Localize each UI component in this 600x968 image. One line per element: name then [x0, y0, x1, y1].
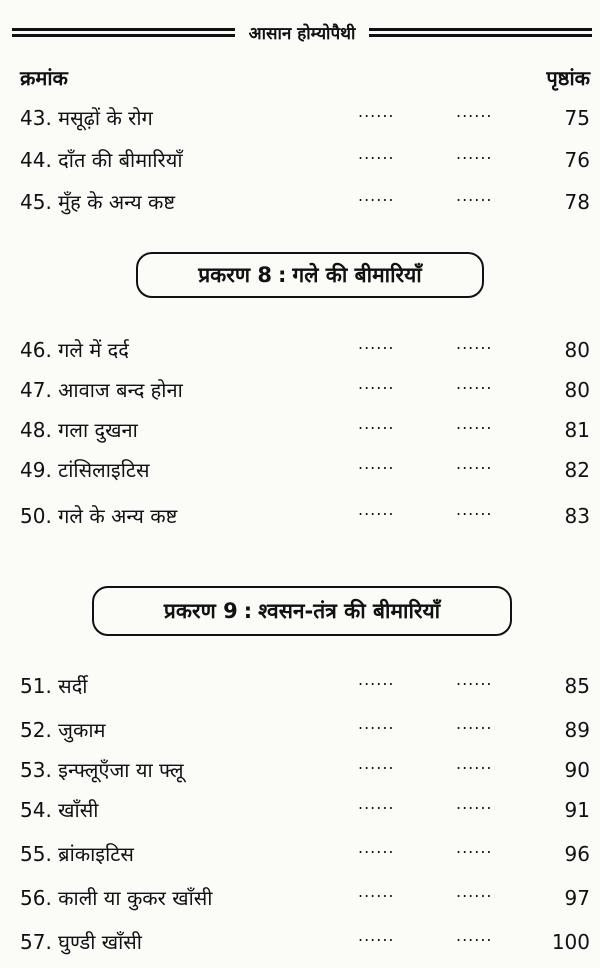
leader-dots: ...... — [456, 144, 493, 163]
toc-entry — [20, 98, 592, 138]
entry-title: 56. काली या कुकर खाँसी — [20, 886, 213, 910]
entry-page: 90 — [564, 758, 590, 782]
leader-dots: ...... — [456, 926, 493, 945]
toc-entry — [20, 790, 592, 830]
leader-dots: ...... — [456, 374, 493, 393]
entry-page: 100 — [551, 930, 590, 954]
leader-dots: ...... — [358, 838, 395, 857]
leader-dots: ...... — [456, 882, 493, 901]
chapter-title: श्वसन-तंत्र की बीमारियाँ — [258, 599, 441, 623]
entry-page: 80 — [564, 378, 590, 402]
book-title: आसान होम्योपैथी — [248, 23, 356, 44]
entry-page: 89 — [564, 718, 590, 742]
leader-dots: ...... — [456, 714, 493, 733]
serial-column-heading: क्रमांक — [20, 66, 68, 90]
entry-title: 52. जुकाम — [20, 718, 106, 742]
leader-dots: ...... — [358, 144, 395, 163]
leader-dots: ...... — [456, 838, 493, 857]
entry-title: 50. गले के अन्य कष्ट — [20, 504, 178, 528]
leader-dots: ...... — [456, 186, 493, 205]
leader-dots: ...... — [456, 754, 493, 773]
entry-page: 78 — [564, 190, 590, 214]
entry-title: 57. घुण्डी खाँसी — [20, 930, 142, 954]
toc-entry — [20, 370, 592, 410]
toc-entry — [20, 410, 592, 450]
entry-page: 91 — [564, 798, 590, 822]
chapter-label: प्रकरण 9 — [163, 599, 238, 623]
header-rule-right — [369, 28, 592, 37]
entry-title: 48. गला दुखना — [20, 418, 138, 442]
chapter-separator: : — [278, 263, 287, 287]
leader-dots: ...... — [456, 670, 493, 689]
entry-page: 81 — [564, 418, 590, 442]
entry-page: 82 — [564, 458, 590, 482]
toc-entry — [20, 450, 592, 490]
leader-dots: ...... — [358, 754, 395, 773]
chapter-9-heading — [92, 586, 512, 636]
page-column-heading: पृष्ठांक — [546, 66, 590, 90]
chapter-8-heading — [136, 252, 484, 298]
toc-entry — [20, 710, 592, 750]
leader-dots: ...... — [358, 882, 395, 901]
leader-dots: ...... — [358, 334, 395, 353]
entry-title: 54. खाँसी — [20, 798, 99, 822]
leader-dots: ...... — [358, 794, 395, 813]
entry-title: 55. ब्रांकाइटिस — [20, 842, 134, 866]
leader-dots: ...... — [456, 414, 493, 433]
entry-page: 97 — [564, 886, 590, 910]
leader-dots: ...... — [358, 670, 395, 689]
leader-dots: ...... — [456, 334, 493, 353]
toc-entry — [20, 922, 592, 962]
toc-entry — [20, 182, 592, 222]
entry-page: 76 — [564, 148, 590, 172]
entry-page: 96 — [564, 842, 590, 866]
leader-dots: ...... — [358, 500, 395, 519]
running-header — [12, 12, 592, 52]
chapter-separator: : — [243, 599, 253, 623]
leader-dots: ...... — [456, 454, 493, 473]
toc-entry — [20, 330, 592, 370]
leader-dots: ...... — [456, 102, 493, 121]
entry-title: 53. इन्फ्लूएँजा या फ्लू — [20, 758, 184, 782]
toc-entry — [20, 750, 592, 790]
toc-entry — [20, 496, 592, 536]
entry-title: 49. टांसिलाइटिस — [20, 458, 150, 482]
leader-dots: ...... — [456, 500, 493, 519]
leader-dots: ...... — [358, 102, 395, 121]
leader-dots: ...... — [358, 926, 395, 945]
chapter-title: गले की बीमारियाँ — [292, 263, 422, 287]
entry-page: 80 — [564, 338, 590, 362]
leader-dots: ...... — [456, 794, 493, 813]
toc-entry — [20, 878, 592, 918]
toc-entry — [20, 834, 592, 874]
entry-title: 45. मुँह के अन्य कष्ट — [20, 190, 176, 214]
toc-entry — [20, 140, 592, 180]
entry-title: 46. गले में दर्द — [20, 338, 129, 362]
leader-dots: ...... — [358, 414, 395, 433]
toc-entry — [20, 666, 592, 706]
leader-dots: ...... — [358, 186, 395, 205]
entry-page: 83 — [564, 504, 590, 528]
entry-page: 75 — [564, 106, 590, 130]
leader-dots: ...... — [358, 714, 395, 733]
leader-dots: ...... — [358, 454, 395, 473]
leader-dots: ...... — [358, 374, 395, 393]
entry-title: 47. आवाज बन्द होना — [20, 378, 183, 402]
entry-page: 85 — [564, 674, 590, 698]
entry-title: 43. मसूढ़ों के रोग — [20, 106, 153, 130]
entry-title: 51. सर्दी — [20, 674, 88, 698]
header-rule-left — [12, 28, 235, 37]
entry-title: 44. दाँत की बीमारियाँ — [20, 148, 183, 172]
chapter-label: प्रकरण 8 — [198, 263, 273, 287]
